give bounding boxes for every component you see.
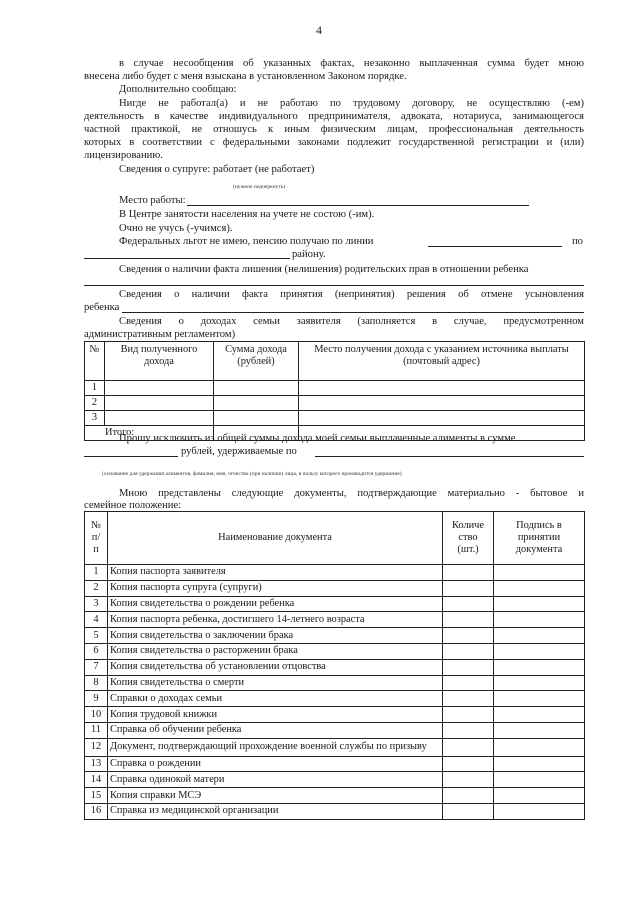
doc-qty-cell[interactable] [443, 738, 494, 756]
workplace-label: Место работы: [119, 195, 186, 206]
table-row [85, 612, 585, 628]
doc-col-qty: Количе ство (шт.) [443, 512, 494, 565]
table-row [85, 772, 585, 788]
doc-signature-cell[interactable] [494, 691, 585, 707]
doc-qty-cell[interactable] [443, 565, 494, 581]
income-row-num: 2 [85, 396, 105, 411]
doc-qty-cell[interactable] [443, 691, 494, 707]
doc-qty-cell[interactable] [443, 643, 494, 659]
alimony-sum-field[interactable] [84, 456, 178, 457]
alimony-line1: Прошу исключить из общей суммы дохода моей семьи выплаченные алименты в сумме [119, 433, 516, 444]
doc-num: 6 [85, 643, 108, 659]
income-row-num: 1 [85, 381, 105, 396]
doc-name: Справка об обучении ребенка [108, 722, 443, 738]
doc-name: Копия свидетельства о расторжении брака [108, 643, 443, 659]
no-work-line5: лицензированию. [84, 150, 163, 161]
docs-intro-line2: семейное положение: [84, 500, 182, 511]
additional-info-heading: Дополнительно сообщаю: [119, 84, 237, 95]
no-work-line4: которых в соответствии с федеральными законами подлежит государственной регистрации и (или) [84, 137, 584, 148]
doc-signature-cell[interactable] [494, 756, 585, 772]
doc-signature-cell[interactable] [494, 596, 585, 612]
documents-table [84, 511, 585, 820]
doc-col-num: № п/ п [85, 512, 108, 565]
doc-num: 8 [85, 675, 108, 691]
income-col-type: Вид полученного дохода [105, 342, 214, 381]
doc-signature-cell[interactable] [494, 803, 585, 819]
doc-name: Копия паспорта ребенка, достигшего 14-летнего возраста [108, 612, 443, 628]
doc-signature-cell[interactable] [494, 675, 585, 691]
adoption-field[interactable] [122, 312, 584, 313]
doc-qty-cell[interactable] [443, 675, 494, 691]
doc-num: 2 [85, 580, 108, 596]
no-work-line3: частной практикой, не отношусь к иным физическим лицам, профессиональная деятельность [84, 124, 584, 135]
income-source-cell[interactable] [299, 396, 585, 411]
doc-signature-cell[interactable] [494, 738, 585, 756]
pension-line-field[interactable] [428, 246, 562, 247]
doc-num: 5 [85, 628, 108, 644]
doc-signature-cell[interactable] [494, 722, 585, 738]
alimony-basis-field[interactable] [315, 456, 584, 457]
table-row [85, 643, 585, 659]
docs-intro-line1: Мною представлены следующие документы, подтверждающие материально - бытовое и [119, 488, 584, 499]
doc-qty-cell[interactable] [443, 722, 494, 738]
table-row [85, 628, 585, 644]
income-intro-line2: административным регламентом) [84, 329, 236, 340]
income-col-num: № [85, 342, 105, 381]
income-table [84, 341, 585, 441]
table-row [85, 722, 585, 738]
doc-qty-cell[interactable] [443, 788, 494, 804]
doc-qty-cell[interactable] [443, 803, 494, 819]
table-row [85, 565, 585, 581]
doc-signature-cell[interactable] [494, 788, 585, 804]
spouse-hint: (нужное подчеркнуть) [233, 184, 286, 190]
workplace-field[interactable] [187, 205, 529, 206]
benefits-district: району. [292, 249, 326, 260]
doc-num: 7 [85, 659, 108, 675]
doc-name: Справки о доходах семьи [108, 691, 443, 707]
doc-num: 10 [85, 707, 108, 723]
doc-signature-cell[interactable] [494, 612, 585, 628]
doc-qty-cell[interactable] [443, 756, 494, 772]
doc-num: 14 [85, 772, 108, 788]
no-work-line2: деятельность в качестве индивидуального предпринимателя, адвоката, нотариуса, занимающегося [84, 111, 584, 122]
page-number: 4 [316, 23, 322, 37]
doc-num: 4 [85, 612, 108, 628]
table-row [85, 738, 585, 756]
income-sum-cell[interactable] [214, 396, 299, 411]
income-col-source: Место получения дохода с указанием источника выплаты (почтовый адрес) [299, 342, 585, 381]
table-row [85, 707, 585, 723]
doc-name: Справка одинокой матери [108, 772, 443, 788]
doc-name: Документ, подтверждающий прохождение военной службы по призыву [108, 738, 443, 756]
income-row-num: 3 [85, 411, 105, 426]
income-intro-line1: Сведения о доходах семьи заявителя (заполняется в случае, предусмотренном [119, 316, 584, 327]
doc-signature-cell[interactable] [494, 772, 585, 788]
doc-name: Копия свидетельства об установлении отцовства [108, 659, 443, 675]
doc-signature-cell[interactable] [494, 659, 585, 675]
doc-signature-cell[interactable] [494, 628, 585, 644]
doc-num: 12 [85, 738, 108, 756]
table-row [85, 691, 585, 707]
doc-qty-cell[interactable] [443, 628, 494, 644]
table-row [85, 675, 585, 691]
income-row [85, 381, 585, 396]
table-row [85, 596, 585, 612]
income-sum-cell[interactable] [214, 381, 299, 396]
doc-num: 11 [85, 722, 108, 738]
income-col-sum: Сумма дохода (рублей) [214, 342, 299, 381]
income-source-cell[interactable] [299, 411, 585, 426]
benefits-text: Федеральных льгот не имею, пенсию получаю по линии [119, 236, 374, 247]
doc-qty-cell[interactable] [443, 612, 494, 628]
no-work-line1: Нигде не работал(а) и не работаю по трудовому договору, не осуществляю (-ем) [119, 98, 584, 109]
paragraph-notice-line2: внесена либо будет с меня взыскана в установленном Законом порядке. [84, 71, 407, 82]
doc-name: Копия свидетельства о рождении ребенка [108, 596, 443, 612]
doc-num: 15 [85, 788, 108, 804]
doc-name: Копия справки МСЭ [108, 788, 443, 804]
income-type-cell[interactable] [105, 396, 214, 411]
paragraph-notice-line1: в случае несообщения об указанных фактах, незаконно выплаченная сумма будет мною [119, 58, 584, 69]
income-row [85, 411, 585, 426]
table-row [85, 659, 585, 675]
income-sum-cell[interactable] [214, 411, 299, 426]
study-status: Очно не учусь (-учимся). [119, 223, 233, 234]
doc-signature-cell[interactable] [494, 565, 585, 581]
table-row [85, 803, 585, 819]
income-type-cell[interactable] [105, 411, 214, 426]
doc-name: Справка из медицинской организации [108, 803, 443, 819]
doc-signature-cell[interactable] [494, 580, 585, 596]
doc-name: Справка о рождении [108, 756, 443, 772]
table-row [85, 580, 585, 596]
table-row [85, 788, 585, 804]
income-source-cell[interactable] [299, 381, 585, 396]
parental-rights: Сведения о наличии факта лишения (нелишения) родительских прав в отношении ребенка [119, 264, 529, 275]
doc-col-name: Наименование документа [108, 512, 443, 565]
doc-num: 16 [85, 803, 108, 819]
doc-signature-cell[interactable] [494, 707, 585, 723]
alimony-hint: (основание для удержания алиментов, фамилия, имя, отчество (при наличии) лица, в пользу которого производится удержание) [102, 471, 402, 477]
doc-name: Копия свидетельства о смерти [108, 675, 443, 691]
table-row [85, 756, 585, 772]
doc-name: Копия трудовой книжки [108, 707, 443, 723]
doc-qty-cell[interactable] [443, 659, 494, 675]
employment-center: В Центре занятости населения на учете не состою (-им). [119, 209, 375, 220]
doc-name: Копия паспорта супруга (супруги) [108, 580, 443, 596]
doc-num: 13 [85, 756, 108, 772]
doc-num: 9 [85, 691, 108, 707]
spouse-info: Сведения о супруге: работает (не работает) [119, 164, 315, 175]
doc-num: 1 [85, 565, 108, 581]
parental-rights-field[interactable] [84, 285, 584, 286]
adoption-line2: ребенка [84, 302, 120, 313]
doc-signature-cell[interactable] [494, 643, 585, 659]
income-row [85, 396, 585, 411]
alimony-line2: рублей, удерживаемые по [181, 446, 297, 457]
doc-col-signature: Подпись в принятии документа [494, 512, 585, 565]
doc-name: Копия свидетельства о заключении брака [108, 628, 443, 644]
doc-num: 3 [85, 596, 108, 612]
doc-name: Копия паспорта заявителя [108, 565, 443, 581]
income-total-label: Итого: [85, 426, 214, 441]
doc-qty-cell[interactable] [443, 707, 494, 723]
adoption-line1: Сведения о наличии факта принятия (непринятия) решения об отмене усыновления [119, 289, 584, 300]
benefits-po: по [572, 236, 583, 247]
doc-qty-cell[interactable] [443, 580, 494, 596]
doc-qty-cell[interactable] [443, 772, 494, 788]
income-type-cell[interactable] [105, 381, 214, 396]
doc-qty-cell[interactable] [443, 596, 494, 612]
district-field[interactable] [84, 258, 290, 259]
